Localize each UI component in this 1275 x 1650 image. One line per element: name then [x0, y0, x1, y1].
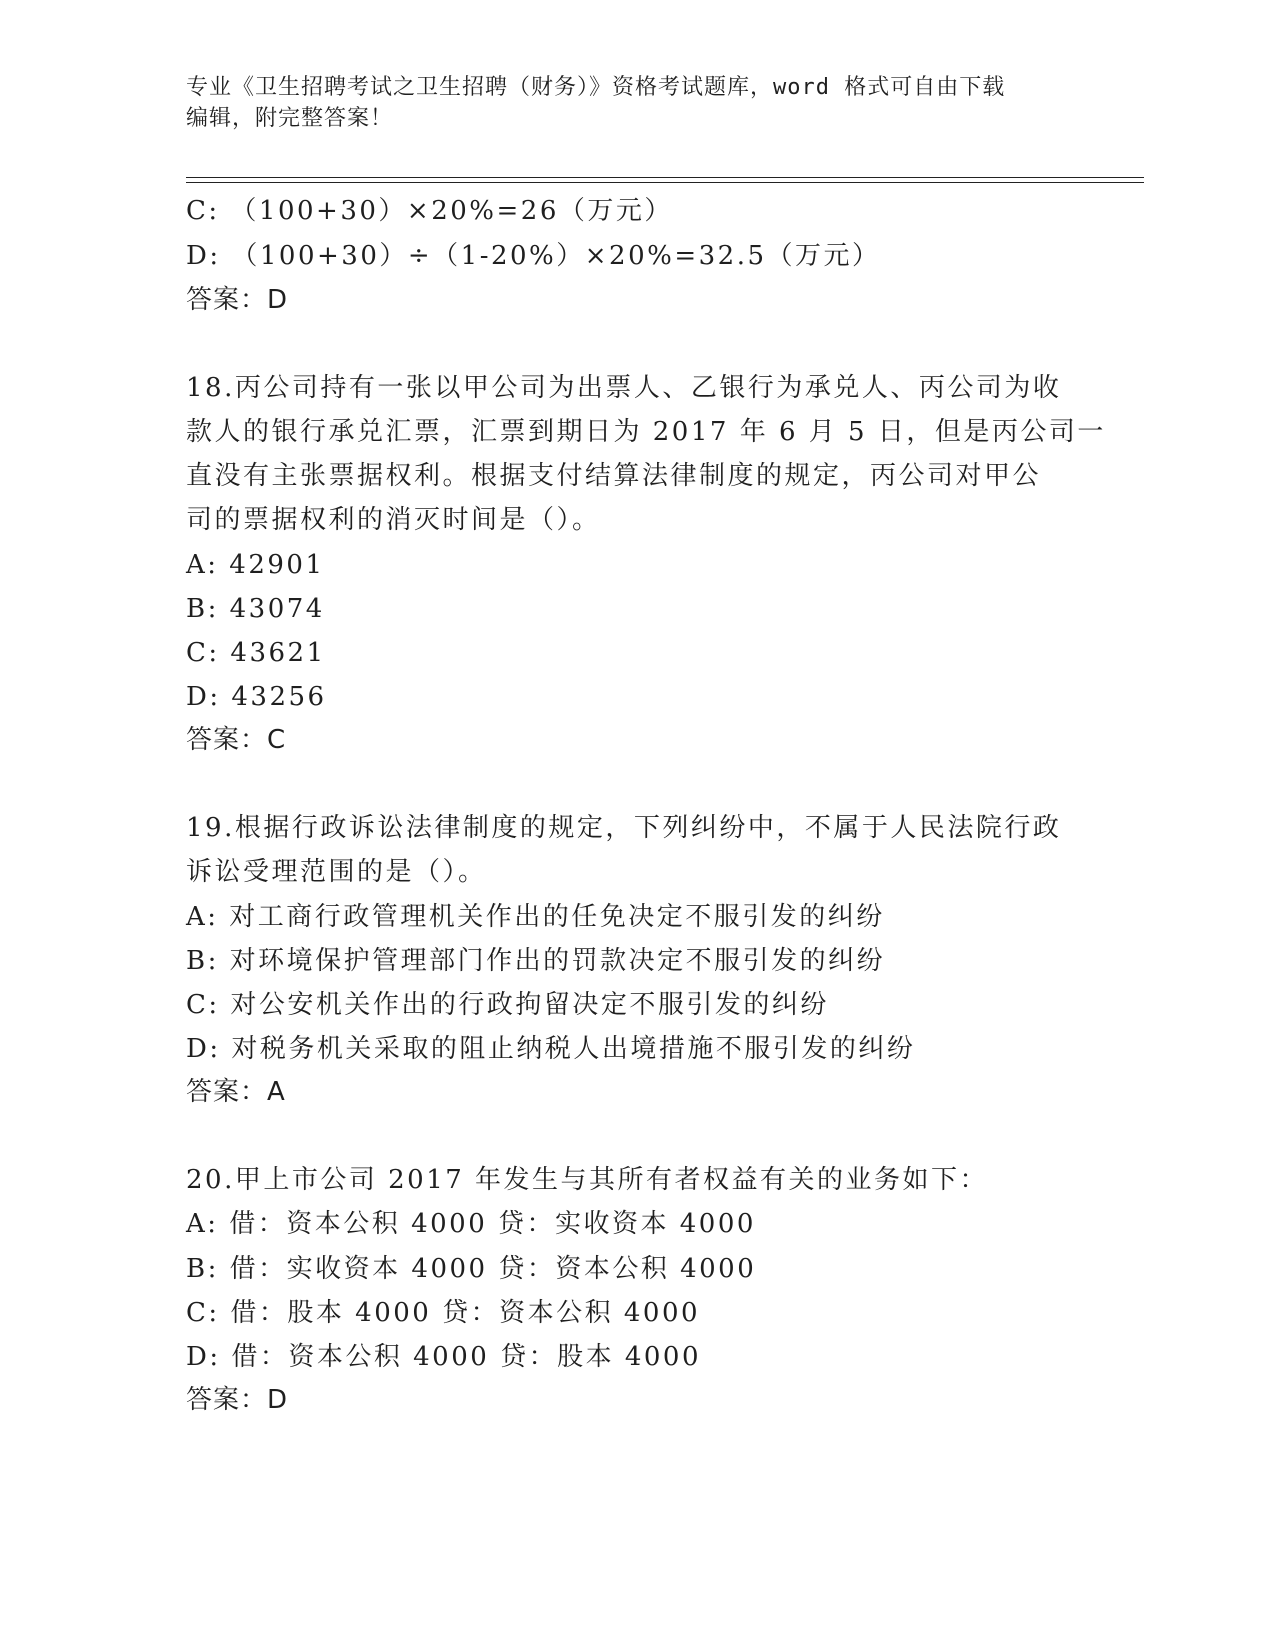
q19-option-a: A: 对工商行政管理机关作出的任免决定不服引发的纠纷: [186, 902, 885, 932]
prev-answer: 答案：D: [186, 285, 289, 315]
q20-stem-line-1: 20.甲上市公司 2017 年发生与其所有者权益有关的业务如下：: [186, 1165, 989, 1195]
q19-stem-line-1: 19.根据行政诉讼法律制度的规定，下列纠纷中，不属于人民法院行政: [186, 813, 1062, 843]
q18-stem-line-3: 直没有主张票据权利。根据支付结算法律制度的规定，丙公司对甲公: [186, 461, 1042, 491]
prev-option-d: D: （100+30）÷（1-20%）×20%=32.5（万元）: [186, 241, 881, 271]
q20-option-a: A: 借：资本公积 4000 贷：实收资本 4000: [186, 1209, 756, 1239]
header-line-2: 编辑，附完整答案！: [186, 106, 394, 131]
q19-stem-line-2: 诉讼受理范围的是（）。: [186, 857, 487, 887]
q19-answer: 答案：A: [186, 1077, 286, 1107]
q20-option-c: C: 借：股本 4000 贷：资本公积 4000: [186, 1298, 701, 1328]
q20-option-d: D: 借：资本公积 4000 贷：股本 4000: [186, 1342, 702, 1372]
q19-option-b: B: 对环境保护管理部门作出的罚款决定不服引发的纠纷: [186, 946, 886, 976]
q18-option-a: A: 42901: [186, 550, 325, 580]
q20-option-b: B: 借：实收资本 4000 贷：资本公积 4000: [186, 1254, 757, 1284]
q18-option-d: D: 43256: [186, 682, 327, 712]
q18-stem-line-1: 18.丙公司持有一张以甲公司为出票人、乙银行为承兑人、丙公司为收: [186, 373, 1062, 403]
q20-answer: 答案：D: [186, 1385, 289, 1415]
document-header: [186, 72, 1086, 134]
q18-option-c: C: 43621: [186, 638, 326, 668]
prev-option-c: C: （100+30）×20%=26（万元）: [186, 196, 673, 226]
q19-option-c: C: 对公安机关作出的行政拘留决定不服引发的纠纷: [186, 990, 829, 1020]
q18-option-b: B: 43074: [186, 594, 325, 624]
q18-stem-line-4: 司的票据权利的消灭时间是（）。: [186, 505, 601, 535]
header-rule-bottom: [186, 182, 1144, 183]
q18-stem-line-2: 款人的银行承兑汇票，汇票到期日为 2017 年 6 月 5 日，但是丙公司一: [186, 417, 1106, 447]
header-rule-top: [186, 177, 1144, 178]
header-line-1: 专业《卫生招聘考试之卫生招聘（财务）》资格考试题库，word 格式可自由下载: [186, 75, 1006, 100]
q18-answer: 答案：C: [186, 725, 287, 755]
q19-option-d: D: 对税务机关采取的阻止纳税人出境措施不服引发的纠纷: [186, 1034, 916, 1064]
